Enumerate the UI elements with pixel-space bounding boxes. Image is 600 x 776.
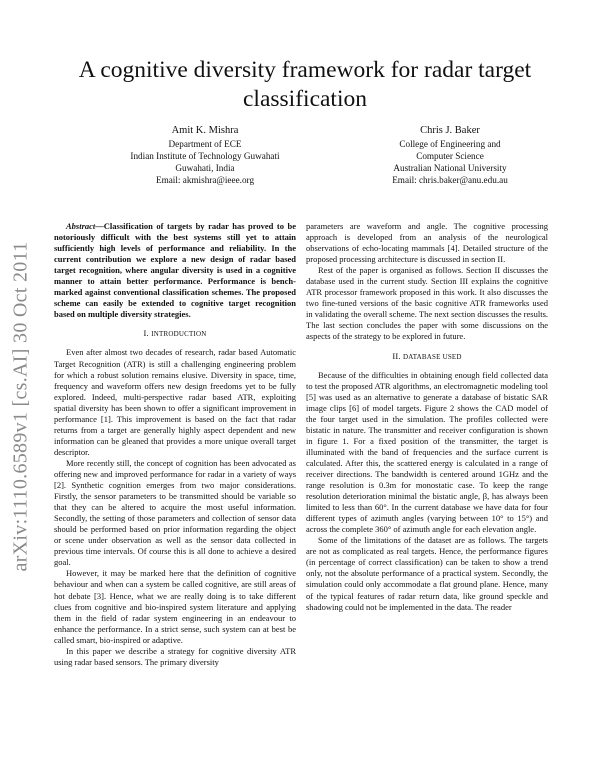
author-email: Email: akmishra@ieee.org xyxy=(155,175,255,185)
outline-paragraph: Rest of the paper is organised as follows. Section II discusses the database used in the current study. Section III explains the cognitive ATR processor framework proposed in this work. It also discusses the two fine-tuned versions of the basic cognitive ATR frameworks used in validating the overall scheme. The next section discusses the results. The last section concludes the paper with some discussions on the aspects of the strategy to be explored in future. xyxy=(306,265,548,342)
intro-continuation: parameters are waveform and angle. The cognitive processing approach is developed from an analysis of the neurological observations of echo-locating mammals [4]. Detailed structure of the proposed processing architecture is discussed in section II. xyxy=(306,221,548,265)
abstract-label: Abstract xyxy=(66,221,96,231)
database-paragraph-2: Some of the limitations of the dataset are as follows. The targets are not as complicated as real targets. Hence, the performance figures (in percentage of correct classification) can be taken to show a trend only, not the absolute performance of a practical system. Secondly, the simulation could only accommodate a flat ground plane. Hence, many of the typical features of radar return data, like ground speckle and shadowing could not be implemented in the data. The reader xyxy=(306,535,548,612)
author-email: Email: chris.baker@anu.edu.au xyxy=(392,175,508,185)
author-affiliation: Department of ECE xyxy=(168,139,242,149)
abstract-text: —Classification of targets by radar has proved to be notoriously difficult with the best systems still yet to attain sufficiently high levels of performance and reliability. In the current contribution we explore a new design of radar based target recognition, where angular diversity is used in a cognitive manner to attain better performance. Performance is bench-marked against conventional classification schemes. The proposed scheme can easily be extended to cognitive target recognition based on multiple diversity strategies. xyxy=(54,221,296,320)
abstract xyxy=(54,221,296,320)
intro-paragraph-1: Even after almost two decades of research, radar based Automatic Target Recognition (ATR) is still a challenging engineering problem for which a robust solution remains elusive. Diversity in space, time, frequency and waveform offers new design freedoms yet to be fully explored. Indeed, multi-perspective radar based ATR, exploiting spatial diversity has been shown to offer a significant improvement in performance [1]. This improvement is based on the fact that radar returns from a target are generally highly aspect dependent and new information can be gleaned that provides a more unique overall target descriptor. xyxy=(54,347,296,457)
section-title: INTRODUCTION xyxy=(151,330,207,339)
intro-paragraph-3: However, it may be marked here that the definition of cognitive behaviour and when can a system be called cognitive, are still areas of hot debate [3]. Hence, what we are really doing is to take different clues from cognitive and bio-inspired system literature and applying them in the field of radar system engineering in an endeavour to enhance the performance. In a strict sense, such system can at best be called smart, bio-inspired or adaptive. xyxy=(54,568,296,645)
author-affiliation: Computer Science xyxy=(416,151,484,161)
author-affiliation: College of Engineering and xyxy=(399,139,501,149)
author-location: Guwahati, India xyxy=(175,163,235,173)
section-number: I. xyxy=(143,328,149,339)
section-heading-database xyxy=(306,351,548,363)
intro-paragraph-4: In this paper we describe a strategy for cognitive diversity ATR using radar based sensors. The primary diversity xyxy=(54,645,296,667)
left-column xyxy=(54,221,296,668)
author-name: Chris J. Baker xyxy=(420,125,480,136)
author-affiliation: Indian Institute of Technology Guwahati xyxy=(130,151,280,161)
author-name: Amit K. Mishra xyxy=(171,125,239,136)
database-paragraph-1: Because of the difficulties in obtaining enough field collected data to test the proposed ATR algorithms, an electromagnetic modeling tool [5] was used as an alternative to generate a database of bistatic SAR image clips [6] of model targets. Figure 2 shows the CAD model of the four target used in the simulation. The profiles collected were bistatic in nature. The transmitter and receiver configuration is shown in figure 1. For a fixed position of the transmitter, the target is illuminated with the band of frequencies and the surface current is calculated. After this, the scattered energy is calculated in a range of receiver directions. The bandwidth is centered around 1GHz and the range resolution is 0.3m for monostatic case. To keep the range resolution deterioration minimal the bistatic angle, β, has always been limited to less than 60°. In the current database we have data for four different types of azimuth angles (varying between 10° to 15°) and across the complete 360° of azimuth angle for each elevation angle. xyxy=(306,369,548,535)
section-heading-introduction xyxy=(54,328,296,340)
author-affiliation: Australian National University xyxy=(393,163,507,173)
section-title: DATABASE USED xyxy=(403,352,462,361)
right-column xyxy=(306,221,548,613)
section-number: II. xyxy=(392,350,401,361)
paper-title: A cognitive diversity framework for radar target classification xyxy=(78,57,532,112)
intro-paragraph-2: More recently still, the concept of cognition has been advocated as offering new and improved performance for radar in a variety of ways [2]. Synthetic cognition emerges from two major considerations. Firstly, the sensor parameters to be transmitted should be variable so that they can be altered to acquire the most useful information. Secondly, the setting of those parameters and collection of sensor data should be performed based on prior information regarding the object or scene under observation as well as the sensor data collected in previous time intervals. Of course this is all done to achieve a desired goal. xyxy=(54,457,296,568)
author-block-1 xyxy=(90,124,320,186)
author-block-2 xyxy=(335,124,565,186)
arxiv-stamp: arXiv:1110.6589v1 [cs.AI] 30 Oct 2011 xyxy=(9,241,32,571)
